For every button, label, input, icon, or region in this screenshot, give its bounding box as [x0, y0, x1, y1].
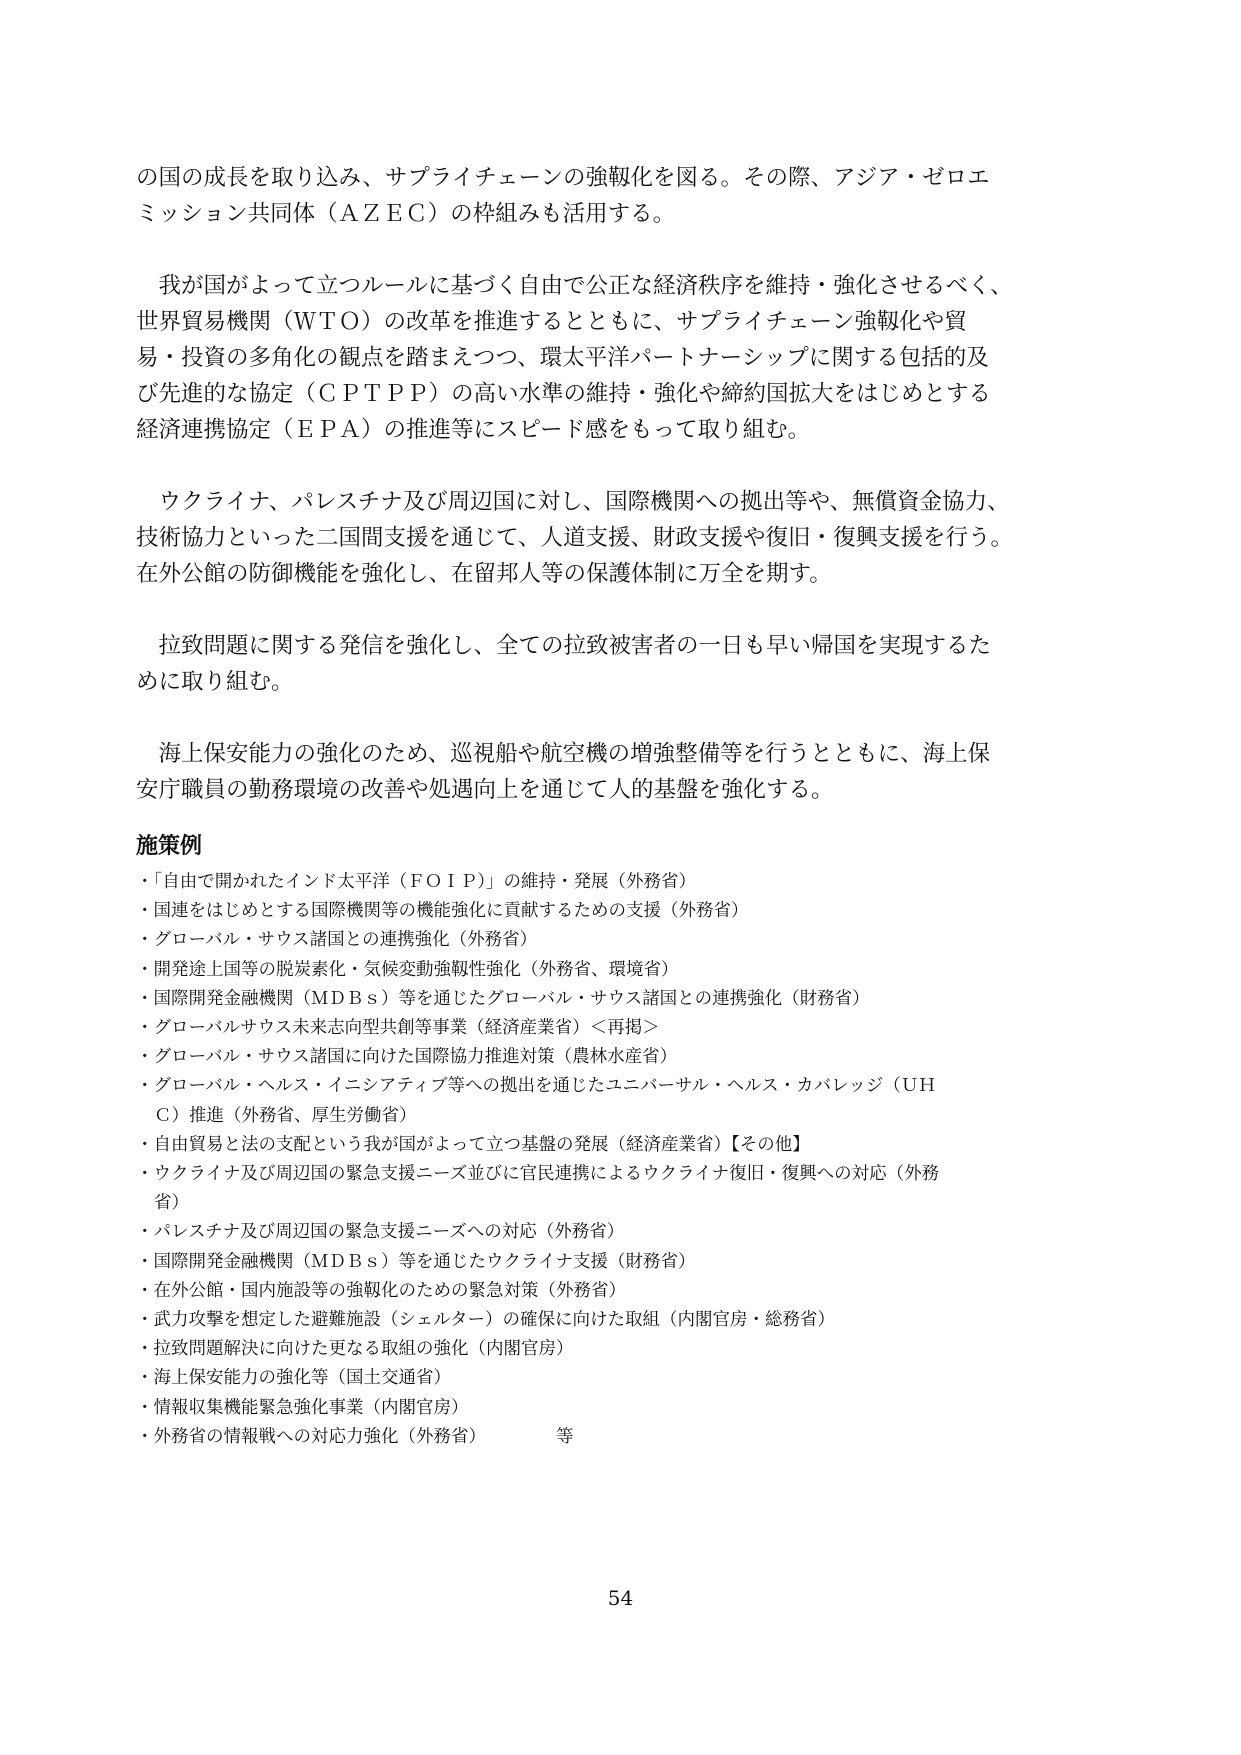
measure-item-uhc: [136, 1072, 1116, 1130]
measure-line: ・外務省の情報戦への対応力強化（外務省）: [136, 1426, 486, 1447]
measure-item: ・国際開発金融機関（ＭＤＢｓ）等を通じたウクライナ支援（財務省）: [136, 1251, 696, 1272]
measure-item: ・グローバル・サウス諸国に向けた国際協力推進対策（農林水産省）: [136, 1047, 678, 1068]
text-line: 易・投資の多角化の観点を踏まえつつ、環太平洋パートナーシップに関する包括的及: [136, 345, 989, 371]
page-number: 54: [607, 1586, 634, 1610]
text-line: 拉致問題に関する発信を強化し、全ての拉致被害者の一日も早い帰国を実現するた: [136, 633, 992, 659]
measure-item: ・拉致問題解決に向けた更なる取組の強化（内閣官房）: [136, 1339, 574, 1360]
measure-item-last: [136, 1423, 1116, 1452]
text-line: 我が国がよって立つルールに基づく自由で公正な経済秩序を維持・強化させるべく、: [136, 273, 1013, 299]
text-line: 世界貿易機関（ＷＴＯ）の改革を推進するとともに、サプライチェーン強靱化や貿: [136, 309, 967, 335]
text-line: 経済連携協定（ＥＰＡ）の推進等にスピード感をもって取り組む。: [136, 417, 811, 443]
measures-list: [136, 868, 1116, 1452]
measure-item: ・開発途上国等の脱炭素化・気候変動強靱性強化（外務省、環境省）: [136, 959, 679, 980]
text-line: 技術協力といった二国間支援を通じて、人道支援、財政支援や復旧・復興支援を行う。: [136, 525, 1014, 551]
measure-item: ・国連をはじめとする国際機関等の機能強化に貢献するための支援（外務省）: [136, 901, 749, 922]
paragraph-supply-chain: [136, 160, 1126, 232]
paragraph-trade-rules: [136, 268, 1126, 448]
measure-item: ・情報収集機能緊急強化事業（内閣官房）: [136, 1397, 469, 1418]
measure-item: ・自由貿易と法の支配という我が国がよって立つ基盤の発展（経済産業省）【その他】: [136, 1134, 810, 1155]
measures-heading: 施策例: [136, 834, 203, 859]
measure-item: ・パレスチナ及び周辺国の緊急支援ニーズへの対応（外務省）: [136, 1222, 625, 1243]
measure-item-ukraine: [136, 1160, 1116, 1218]
text-line: ミッション共同体（ＡＺＥＣ）の枠組みも活用する。: [136, 201, 676, 227]
text-line: 海上保安能力の強化のため、巡視船や航空機の増強整備等を行うとともに、海上保: [136, 741, 991, 767]
measure-line: ・ウクライナ及び周辺国の緊急支援ニーズ並びに官民連携によるウクライナ復旧・復興への対応（外務: [136, 1164, 940, 1185]
measure-item: ・武力攻撃を想定した避難施設（シェルター）の確保に向けた取組（内閣官房・総務省）: [136, 1310, 835, 1331]
measure-line-continued: Ｃ）推進（外務省、厚生労働省）: [154, 1105, 417, 1126]
body-text: [136, 160, 1126, 808]
paragraph-spacer: [136, 448, 1126, 484]
text-line: 在外公館の防御機能を強化し、在留邦人等の保護体制に万全を期す。: [136, 561, 832, 587]
paragraph-ukraine-palestine: [136, 484, 1126, 592]
paragraph-abduction: [136, 628, 1126, 700]
paragraph-coast-guard: [136, 736, 1126, 808]
text-line: 安庁職員の勤務環境の改善や処遇向上を通じて人的基盤を強化する。: [136, 777, 834, 803]
measure-item: ・海上保安能力の強化等（国土交通省）: [136, 1368, 451, 1389]
list-suffix: 等: [556, 1426, 574, 1447]
paragraph-spacer: [136, 700, 1126, 736]
measure-line: ・グローバル・ヘルス・イニシアティブ等への拠出を通じたユニバーサル・ヘルス・カバレッジ（ＵＨ: [136, 1076, 936, 1097]
measure-item: ・グローバル・サウス諸国との連携強化（外務省）: [136, 930, 538, 951]
text-line: び先進的な協定（ＣＰＴＰＰ）の高い水準の維持・強化や締約国拡大をはじめとする: [136, 381, 992, 407]
measure-item: ・在外公館・国内施設等の強靱化のための緊急対策（外務省）: [136, 1280, 626, 1301]
measure-item: ・「自由で開かれたインド太平洋（ＦＯＩＰ）」の維持・発展（外務省）: [136, 872, 696, 892]
text-line: の国の成長を取り込み、サプライチェーンの強靱化を図る。その際、アジア・ゼロエ: [136, 165, 990, 191]
paragraph-spacer: [136, 232, 1126, 268]
paragraph-spacer: [136, 592, 1126, 628]
measure-line-continued: 省）: [154, 1193, 189, 1214]
measure-item: ・グローバルサウス未来志向型共創等事業（経済産業省）＜再掲＞: [136, 1018, 660, 1039]
measure-item: ・国際開発金融機関（ＭＤＢｓ）等を通じたグローバル・サウス諸国との連携強化（財務省）: [136, 988, 870, 1009]
text-line: ウクライナ、パレスチナ及び周辺国に対し、国際機関への拠出等や、無償資金協力、: [136, 489, 1010, 515]
text-line: めに取り組む。: [136, 669, 294, 695]
